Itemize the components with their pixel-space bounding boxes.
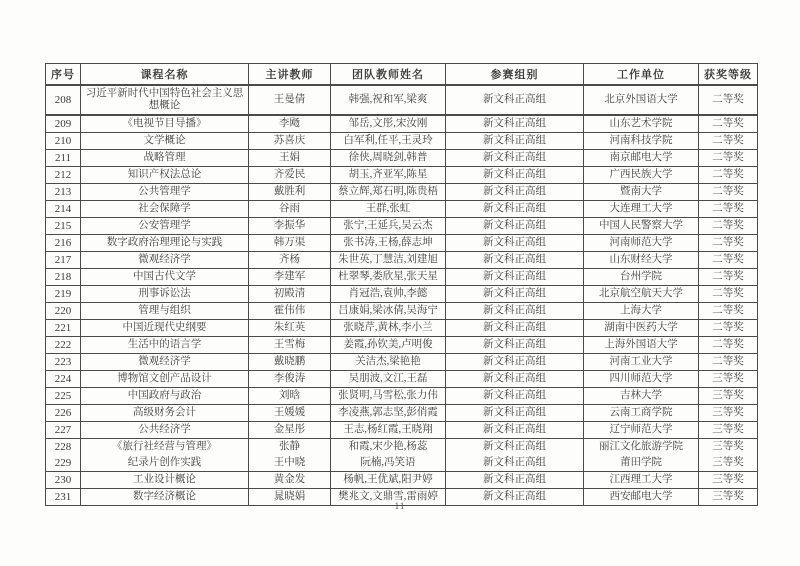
cell-teacher: 李建军	[249, 269, 331, 286]
cell-no: 226	[46, 405, 81, 422]
cell-group: 新文科正高组	[446, 115, 584, 133]
table-row	[46, 439, 758, 456]
cell-unit: 云南工商学院	[584, 405, 699, 422]
cell-teacher: 王曼倩	[249, 85, 331, 115]
cell-award: 二等奖	[699, 337, 758, 354]
cell-teacher: 黄金发	[249, 472, 331, 489]
cell-award: 二等奖	[699, 235, 758, 252]
cell-unit: 吉林大学	[584, 388, 699, 405]
cell-team: 杜翠琴,娄欣星,张天星	[331, 269, 446, 286]
cell-award: 三等奖	[699, 371, 758, 388]
cell-team: 吕康娟,梁冰倩,吴海宁	[331, 303, 446, 320]
cell-unit: 山东艺术学院	[584, 115, 699, 133]
table-row	[46, 320, 758, 337]
cell-award: 二等奖	[699, 133, 758, 150]
cell-award: 二等奖	[699, 85, 758, 115]
cell-unit: 丽江文化旅游学院	[584, 439, 699, 456]
table-row	[46, 303, 758, 320]
cell-no: 211	[46, 150, 81, 167]
cell-course: 中国近现代史纲要	[81, 320, 249, 337]
cell-course: 工业设计概论	[81, 472, 249, 489]
cell-unit: 辽宁师范大学	[584, 422, 699, 439]
cell-course: 纪录片创作实践	[81, 455, 249, 472]
cell-team: 邹岳,文彤,宋汝刚	[331, 115, 446, 133]
cell-no: 220	[46, 303, 81, 320]
cell-course: 生活中的语言学	[81, 337, 249, 354]
cell-no: 229	[46, 455, 81, 472]
cell-no: 219	[46, 286, 81, 303]
cell-teacher: 霍伟伟	[249, 303, 331, 320]
cell-no: 223	[46, 354, 81, 371]
table-row	[46, 167, 758, 184]
cell-teacher: 韩万渠	[249, 235, 331, 252]
cell-award: 二等奖	[699, 252, 758, 269]
cell-course: 文学概论	[81, 133, 249, 150]
cell-course: 公共管理学	[81, 184, 249, 201]
cell-award: 三等奖	[699, 472, 758, 489]
cell-group: 新文科正高组	[446, 388, 584, 405]
cell-team: 朱世英,丁慧洁,刘建旭	[331, 252, 446, 269]
column-header: 获奖等级	[699, 64, 758, 86]
table-row	[46, 184, 758, 201]
cell-award: 二等奖	[699, 218, 758, 235]
cell-group: 新文科正高组	[446, 337, 584, 354]
cell-award: 三等奖	[699, 439, 758, 456]
table-row	[46, 472, 758, 489]
cell-course: 数字经济概论	[81, 489, 249, 506]
cell-course: 公共经济学	[81, 422, 249, 439]
cell-unit: 湖南中医药大学	[584, 320, 699, 337]
cell-award: 二等奖	[699, 201, 758, 218]
table-row	[46, 252, 758, 269]
cell-team: 蔡立辉,郑石明,陈贵梧	[331, 184, 446, 201]
table-row	[46, 235, 758, 252]
cell-no: 222	[46, 337, 81, 354]
cell-teacher: 王中晓	[249, 455, 331, 472]
cell-group: 新文科正高组	[446, 371, 584, 388]
cell-team: 李凌燕,郭志坚,彭俏霞	[331, 405, 446, 422]
cell-group: 新文科正高组	[446, 235, 584, 252]
cell-team: 王志,杨红霞,王晓翔	[331, 422, 446, 439]
table-row	[46, 455, 758, 472]
cell-unit: 莆田学院	[584, 455, 699, 472]
cell-unit: 北京外国语大学	[584, 85, 699, 115]
cell-unit: 河南工业大学	[584, 354, 699, 371]
cell-award: 二等奖	[699, 150, 758, 167]
cell-group: 新文科正高组	[446, 252, 584, 269]
table-row	[46, 201, 758, 218]
cell-teacher: 苏喜庆	[249, 133, 331, 150]
cell-award: 三等奖	[699, 455, 758, 472]
table-row	[46, 388, 758, 405]
cell-no: 215	[46, 218, 81, 235]
cell-award: 二等奖	[699, 269, 758, 286]
cell-award: 二等奖	[699, 286, 758, 303]
cell-group: 新文科正高组	[446, 286, 584, 303]
cell-unit: 江西理工大学	[584, 472, 699, 489]
table-row	[46, 133, 758, 150]
cell-course: 中国政府与政治	[81, 388, 249, 405]
cell-teacher: 李振华	[249, 218, 331, 235]
cell-unit: 暨南大学	[584, 184, 699, 201]
cell-unit: 河南科技学院	[584, 133, 699, 150]
cell-teacher: 晁晓娟	[249, 489, 331, 506]
cell-course: 社会保障学	[81, 201, 249, 218]
cell-teacher: 王娟	[249, 150, 331, 167]
column-header: 参赛组别	[446, 64, 584, 86]
cell-course: 高级财务会计	[81, 405, 249, 422]
cell-team: 樊兆文,文鼎雪,雷雨婷	[331, 489, 446, 506]
cell-unit: 四川师范大学	[584, 371, 699, 388]
cell-group: 新文科正高组	[446, 472, 584, 489]
cell-no: 225	[46, 388, 81, 405]
cell-unit: 西安邮电大学	[584, 489, 699, 506]
table-row	[46, 85, 758, 115]
cell-team: 王群,张虹	[331, 201, 446, 218]
cell-team: 白军利,任平,王灵玲	[331, 133, 446, 150]
cell-unit: 广西民族大学	[584, 167, 699, 184]
cell-course: 中国古代文学	[81, 269, 249, 286]
cell-course: 战略管理	[81, 150, 249, 167]
table-body	[46, 85, 758, 506]
column-header: 主讲教师	[249, 64, 331, 86]
cell-award: 二等奖	[699, 184, 758, 201]
cell-team: 杨帆,王优斌,阳尹婷	[331, 472, 446, 489]
cell-course: 知识产权法总论	[81, 167, 249, 184]
cell-group: 新文科正高组	[446, 354, 584, 371]
cell-team: 韩强,祝和军,梁爽	[331, 85, 446, 115]
cell-teacher: 李俊涛	[249, 371, 331, 388]
cell-unit: 河南师范大学	[584, 235, 699, 252]
cell-course: 博物馆文创产品设计	[81, 371, 249, 388]
cell-award: 三等奖	[699, 388, 758, 405]
column-header: 课程名称	[81, 64, 249, 86]
cell-unit: 大连理工大学	[584, 201, 699, 218]
cell-team: 阮楠,冯笑语	[331, 455, 446, 472]
cell-no: 231	[46, 489, 81, 506]
cell-unit: 南京邮电大学	[584, 150, 699, 167]
cell-team: 肖冠浩,袁帅,李懿	[331, 286, 446, 303]
table-row	[46, 422, 758, 439]
cell-no: 212	[46, 167, 81, 184]
cell-no: 216	[46, 235, 81, 252]
cell-course: 微观经济学	[81, 252, 249, 269]
column-header: 团队教师姓名	[331, 64, 446, 86]
awards-table	[45, 63, 758, 506]
cell-teacher: 齐杨	[249, 252, 331, 269]
cell-course: 《电视节目导播》	[81, 115, 249, 133]
cell-group: 新文科正高组	[446, 184, 584, 201]
cell-teacher: 戴晓鹏	[249, 354, 331, 371]
table-row	[46, 405, 758, 422]
cell-team: 张宁,王延兵,吴云杰	[331, 218, 446, 235]
cell-no: 208	[46, 85, 81, 115]
cell-no: 214	[46, 201, 81, 218]
header-row	[46, 64, 758, 86]
cell-teacher: 谷雨	[249, 201, 331, 218]
cell-unit: 台州学院	[584, 269, 699, 286]
cell-course: 数字政府治理理论与实践	[81, 235, 249, 252]
cell-award: 二等奖	[699, 303, 758, 320]
cell-teacher: 刘晗	[249, 388, 331, 405]
table-row	[46, 286, 758, 303]
cell-course: 微观经济学	[81, 354, 249, 371]
table-row	[46, 269, 758, 286]
cell-group: 新文科正高组	[446, 167, 584, 184]
cell-teacher: 戴胜利	[249, 184, 331, 201]
cell-award: 三等奖	[699, 489, 758, 506]
cell-no: 210	[46, 133, 81, 150]
cell-no: 224	[46, 371, 81, 388]
cell-no: 213	[46, 184, 81, 201]
cell-team: 徐侠,周晓剑,韩普	[331, 150, 446, 167]
cell-teacher: 张静	[249, 439, 331, 456]
table-row	[46, 337, 758, 354]
cell-no: 227	[46, 422, 81, 439]
cell-group: 新文科正高组	[446, 489, 584, 506]
column-header: 工作单位	[584, 64, 699, 86]
cell-no: 217	[46, 252, 81, 269]
cell-group: 新文科正高组	[446, 405, 584, 422]
cell-group: 新文科正高组	[446, 218, 584, 235]
cell-team: 吴朋波,文江,王磊	[331, 371, 446, 388]
cell-course: 公安管理学	[81, 218, 249, 235]
table-row	[46, 150, 758, 167]
cell-course: 刑事诉讼法	[81, 286, 249, 303]
cell-no: 228	[46, 439, 81, 456]
table-row	[46, 218, 758, 235]
table-row	[46, 371, 758, 388]
cell-team: 关洁杰,梁艳艳	[331, 354, 446, 371]
cell-group: 新文科正高组	[446, 320, 584, 337]
cell-group: 新文科正高组	[446, 85, 584, 115]
page-number: 11	[394, 501, 406, 511]
cell-teacher: 初殿清	[249, 286, 331, 303]
cell-unit: 北京航空航天大学	[584, 286, 699, 303]
cell-teacher: 金星彤	[249, 422, 331, 439]
cell-award: 三等奖	[699, 405, 758, 422]
cell-group: 新文科正高组	[446, 303, 584, 320]
cell-teacher: 朱红英	[249, 320, 331, 337]
cell-award: 二等奖	[699, 115, 758, 133]
cell-unit: 山东财经大学	[584, 252, 699, 269]
cell-no: 221	[46, 320, 81, 337]
cell-team: 姜霞,孙钦美,卢明俊	[331, 337, 446, 354]
cell-award: 二等奖	[699, 167, 758, 184]
cell-group: 新文科正高组	[446, 439, 584, 456]
table-row	[46, 115, 758, 133]
cell-teacher: 齐爱民	[249, 167, 331, 184]
cell-award: 三等奖	[699, 422, 758, 439]
cell-group: 新文科正高组	[446, 422, 584, 439]
cell-teacher: 王媛媛	[249, 405, 331, 422]
cell-no: 230	[46, 472, 81, 489]
cell-teacher: 李飏	[249, 115, 331, 133]
cell-team: 张贤明,马雪松,张力伟	[331, 388, 446, 405]
cell-team: 和霞,宋少艳,杨蕊	[331, 439, 446, 456]
cell-unit: 上海大学	[584, 303, 699, 320]
cell-course: 管理与组织	[81, 303, 249, 320]
cell-course: 习近平新时代中国特色社会主义思想概论	[81, 85, 249, 115]
cell-group: 新文科正高组	[446, 269, 584, 286]
cell-no: 209	[46, 115, 81, 133]
cell-course: 《旅行社经营与管理》	[81, 439, 249, 456]
cell-group: 新文科正高组	[446, 150, 584, 167]
cell-group: 新文科正高组	[446, 133, 584, 150]
cell-team: 张书涛,王杨,薛志坤	[331, 235, 446, 252]
cell-teacher: 王雪梅	[249, 337, 331, 354]
cell-team: 胡玉,齐亚军,陈星	[331, 167, 446, 184]
table-row	[46, 354, 758, 371]
cell-unit: 中国人民警察大学	[584, 218, 699, 235]
cell-team: 张晓芹,黄林,李小兰	[331, 320, 446, 337]
cell-group: 新文科正高组	[446, 455, 584, 472]
cell-award: 二等奖	[699, 354, 758, 371]
cell-unit: 上海外国语大学	[584, 337, 699, 354]
cell-award: 二等奖	[699, 320, 758, 337]
cell-no: 218	[46, 269, 81, 286]
cell-group: 新文科正高组	[446, 201, 584, 218]
column-header: 序号	[46, 64, 81, 86]
